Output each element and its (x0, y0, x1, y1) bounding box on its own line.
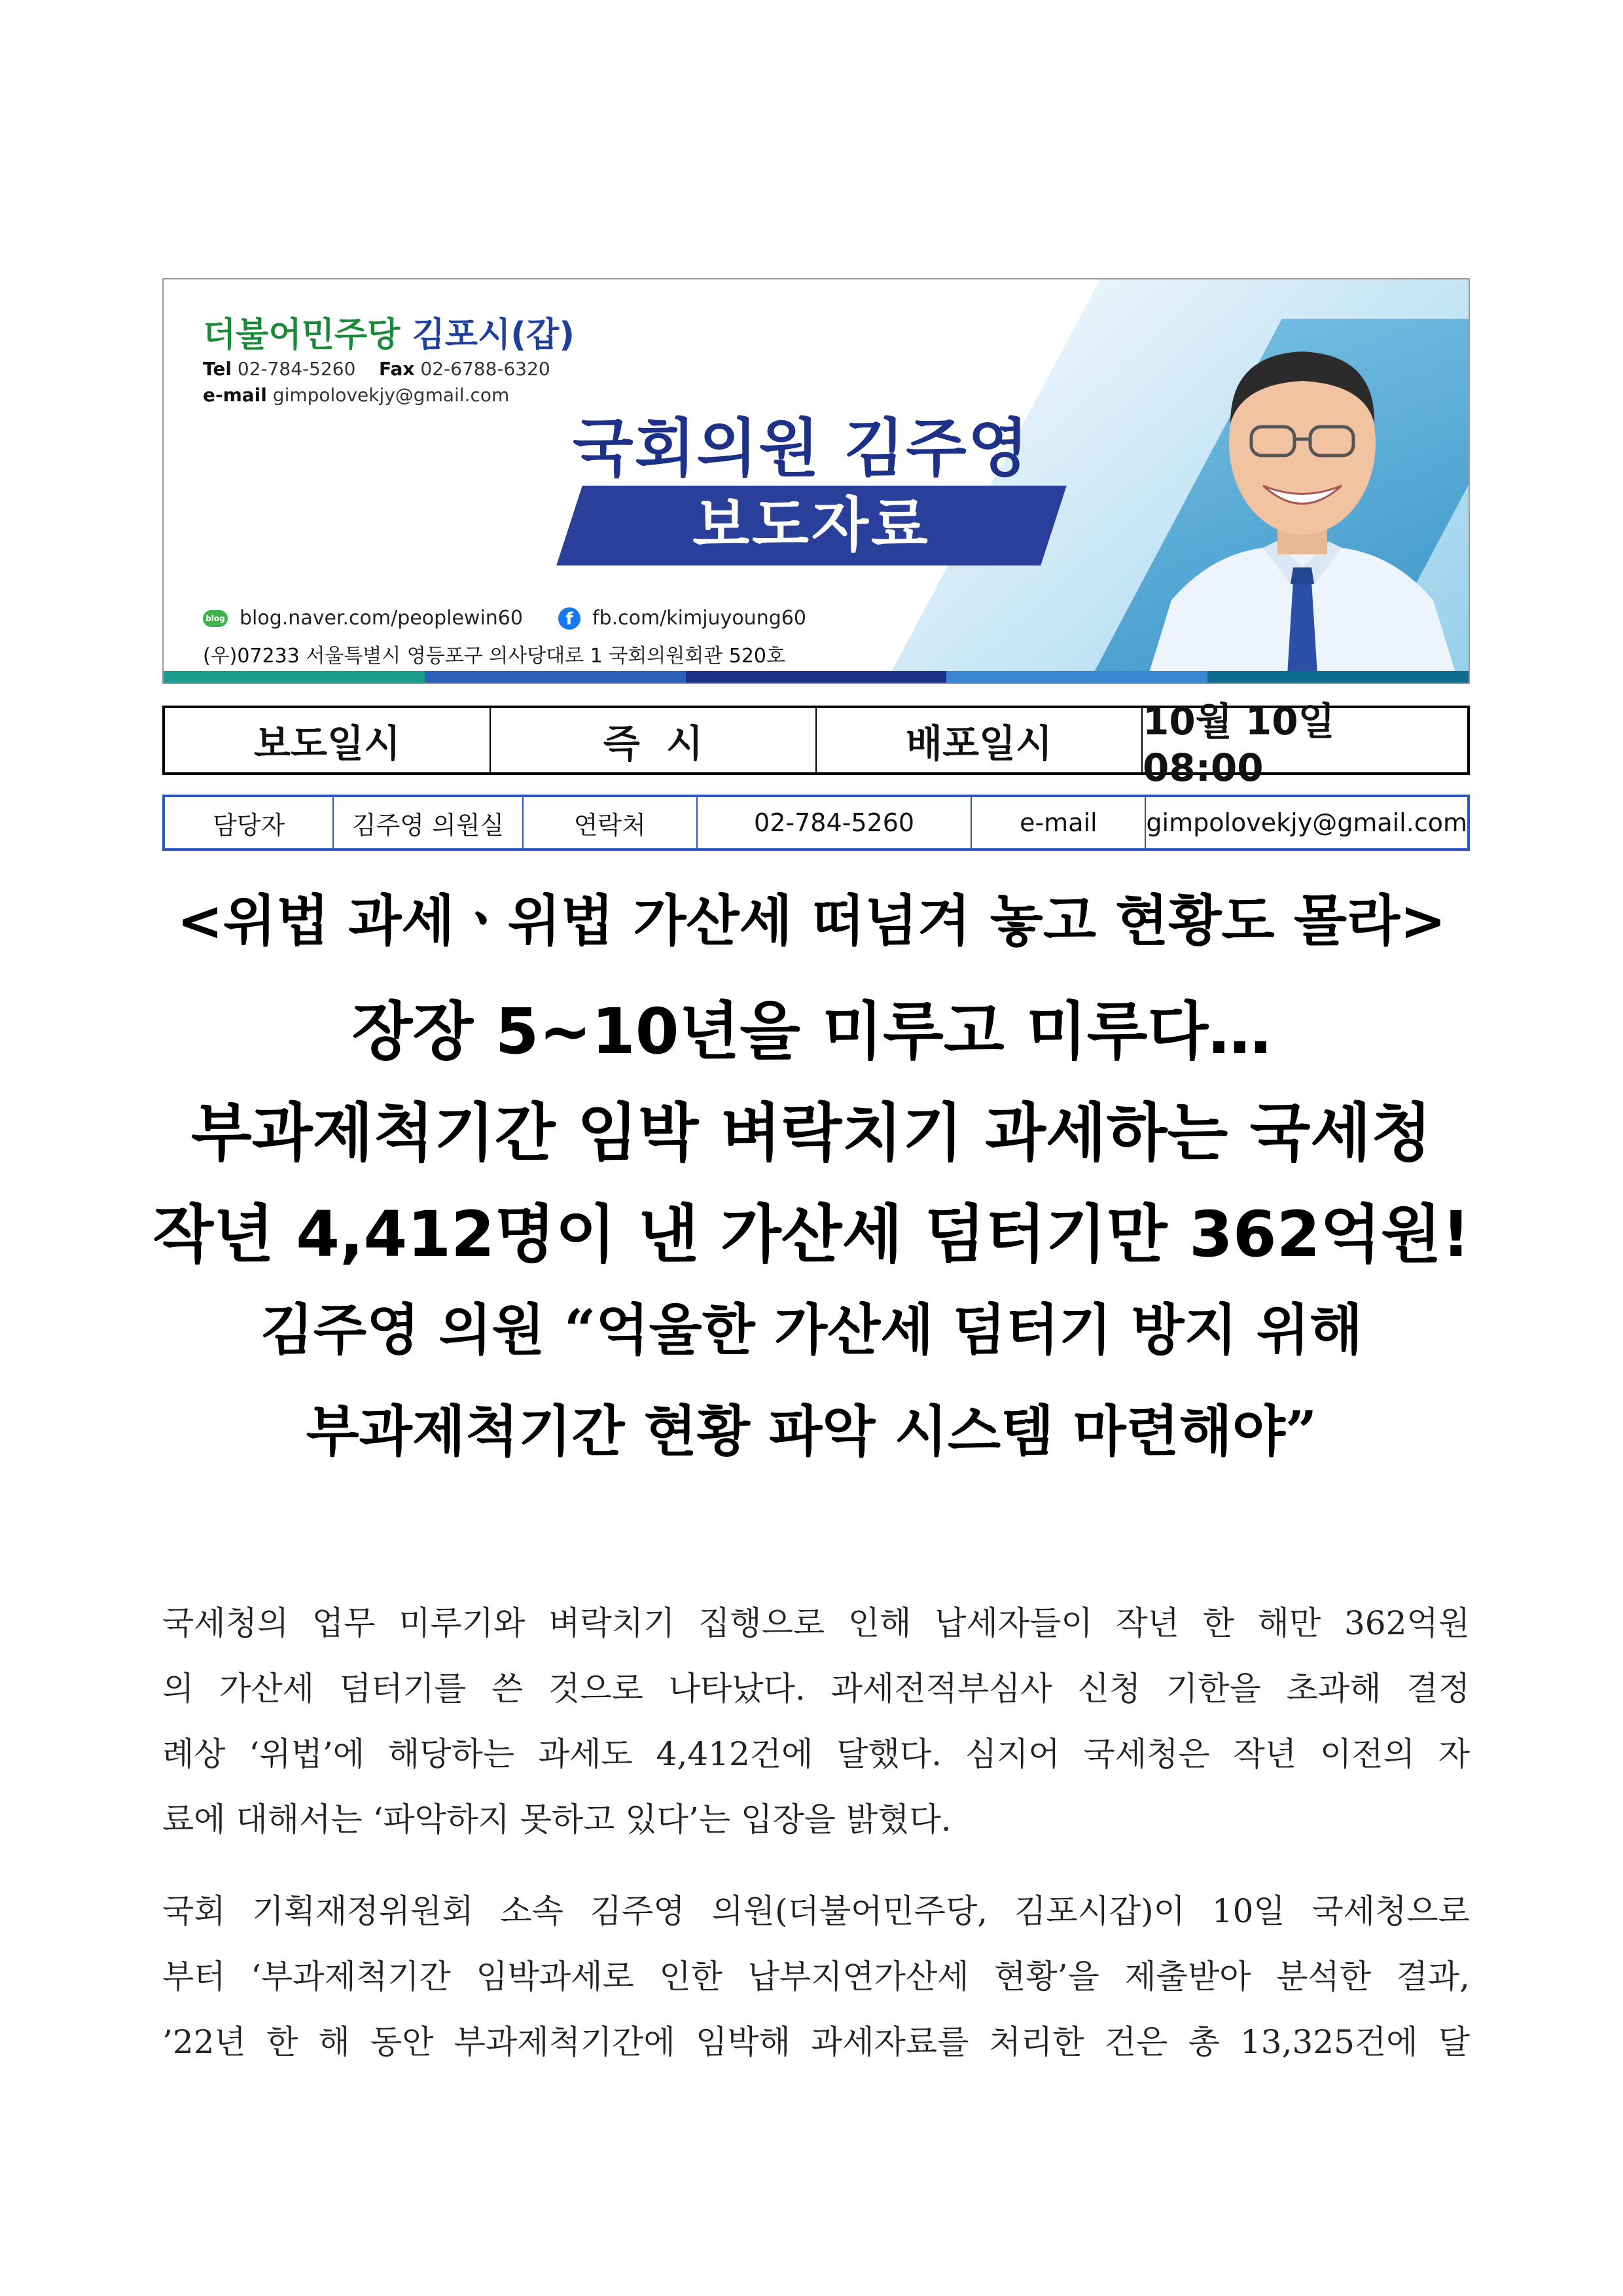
paragraph-line: 의 가산세 덤터기를 쓴 것으로 나타났다. 과세전적부심사 신청 기한을 초과해 결정 (162, 1670, 1470, 1708)
blog-link[interactable]: blog.naver.com/peoplewin60 (240, 607, 523, 630)
body-paragraph-1 (162, 1590, 1470, 1852)
headline-quote-1: 김주영 의원 “억울한 가산세 덤터기 방지 위해 (260, 1297, 1363, 1362)
email-label: e-mail (972, 797, 1146, 848)
phone-label: 연락처 (524, 797, 698, 848)
banner-address: (우)07233 서울특별시 영등포구 의사당대로 1 국회의원회관 520호 (203, 645, 785, 668)
headline-subtitle: <위법 과세ㆍ위법 가산세 떠넘겨 놓고 현황도 몰라> (177, 889, 1446, 953)
paragraph-line: 례상 ‘위법’에 해당하는 과세도 4,412건에 달했다. 심지어 국세청은 작년 이전의 자 (162, 1735, 1470, 1773)
paragraph-line: 부터 ‘부과제척기간 임박과세로 인한 납부지연가산세 현황’을 제출받아 분석한 결과, (162, 1958, 1470, 1996)
press-release-banner (162, 278, 1470, 684)
mp-title: 국회의원 김주영 (573, 412, 1030, 485)
headline-line-2: 부과제척기간 임박 벼락치기 과세하는 국세청 (191, 1096, 1432, 1170)
paragraph-line: ’22년 한 해 동안 부과제척기간에 임박해 과세자료를 처리한 건은 총 13,325건에 달 (162, 2023, 1470, 2061)
email-value[interactable]: gimpolovekjy@gmail.com (1146, 808, 1467, 837)
distribution-label: 배포일시 (817, 708, 1143, 772)
headline-line-1: 장장 5~10년을 미루고 미루다… (351, 995, 1272, 1068)
banner-color-stripe (164, 671, 1469, 683)
facebook-link[interactable]: fb.com/kimjuyoung60 (592, 607, 806, 630)
manager-label: 담당자 (165, 797, 334, 848)
mp-portrait (1132, 293, 1470, 684)
banner-phone-fax: Tel 02-784-5260 Fax 02-6788-6320 (203, 358, 550, 380)
contact-info-table (162, 795, 1470, 851)
paragraph-line: 국회 기획재정위원회 소속 김주영 의원(더불어민주당, 김포시갑)이 10일 국세청으로 (162, 1892, 1470, 1930)
body-paragraph-2 (162, 1878, 1470, 2075)
press-label: 보도자료 (692, 491, 931, 560)
blog-icon: blog (203, 610, 228, 627)
phone-value: 02-784-5260 (698, 797, 972, 848)
release-date-label: 보도일시 (165, 708, 491, 772)
party-name: 더불어민주당 김포시(갑) (203, 315, 575, 355)
manager-value: 김주영 의원실 (334, 797, 523, 848)
distribution-value: 10월 10일 08:00 (1143, 699, 1335, 790)
banner-social-links (203, 607, 806, 630)
headline-line-3: 작년 4,412명이 낸 가산세 덤터기만 362억원! (152, 1198, 1471, 1271)
release-info-table (162, 699, 1470, 790)
paragraph-line: 료에 대해서는 ‘파악하지 못하고 있다’는 입장을 밝혔다. (162, 1801, 952, 1839)
release-date-value: 즉 시 (491, 708, 817, 772)
paragraph-line: 국세청의 업무 미루기와 벼락치기 집행으로 인해 납세자들이 작년 한 해만 362억원 (162, 1604, 1470, 1642)
facebook-icon: f (558, 607, 580, 630)
headline-quote-2: 부과제척기간 현황 파악 시스템 마련해야” (306, 1399, 1317, 1463)
banner-email: e-mail gimpolovekjy@gmail.com (203, 384, 510, 406)
